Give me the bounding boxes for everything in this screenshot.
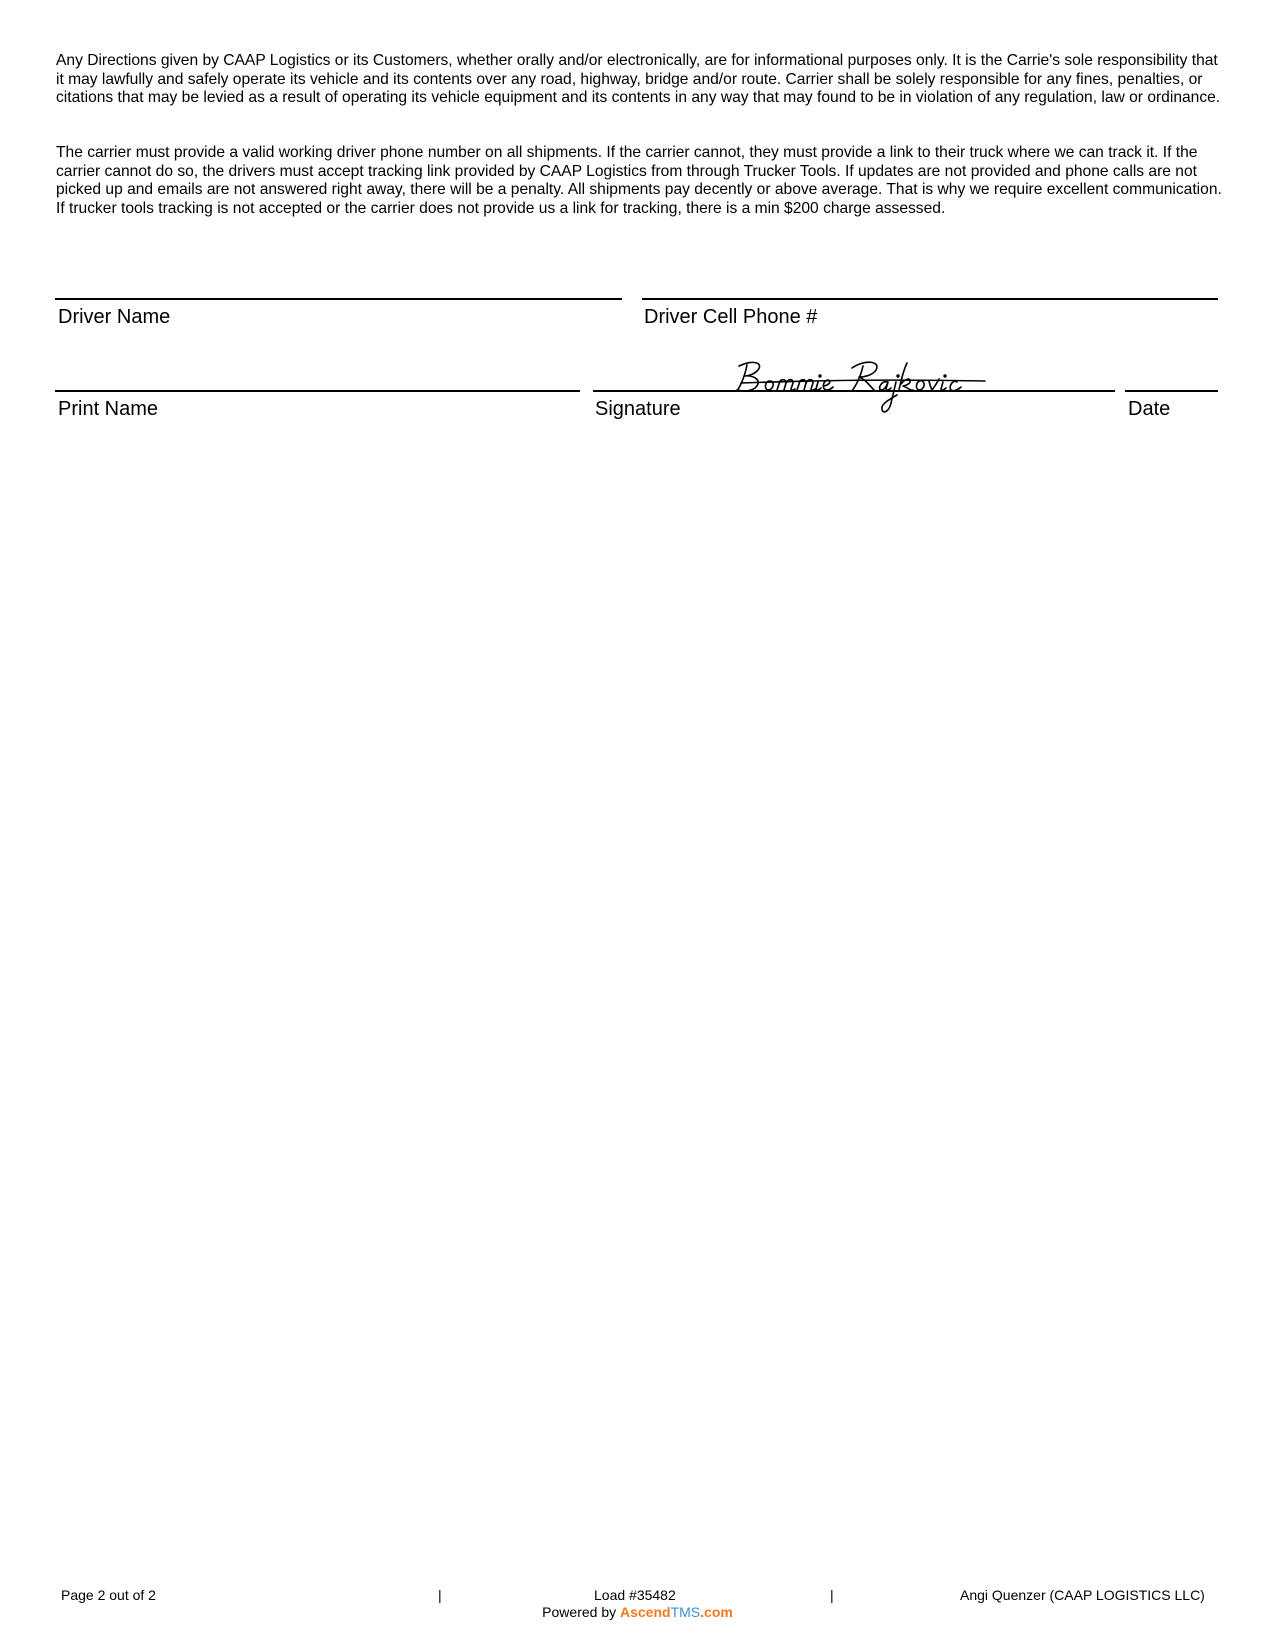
brand-link[interactable] <box>620 1604 733 1620</box>
signature-label: Signature <box>595 398 681 420</box>
footer-separator: | <box>438 1587 442 1603</box>
powered-by <box>0 1604 1275 1620</box>
brand-tms: TMS <box>670 1604 701 1620</box>
footer-separator: | <box>830 1587 834 1603</box>
date-line[interactable] <box>1125 390 1218 392</box>
brand-dot-com: .com <box>700 1604 733 1620</box>
driver-cell-line[interactable] <box>642 298 1218 300</box>
date-label: Date <box>1128 398 1171 420</box>
footer-page-number: Page 2 out of 2 <box>61 1587 156 1603</box>
print-name-label: Print Name <box>58 398 159 420</box>
footer-user: Angi Quenzer (CAAP LOGISTICS LLC) <box>960 1587 1205 1603</box>
print-name-line[interactable] <box>55 390 580 392</box>
driver-name-line[interactable] <box>55 298 622 300</box>
terms-paragraph-directions: Any Directions given by CAAP Logistics or its Customers, whether orally and/or electronically, are for informational purposes only. It is the Carrie's sole responsibility that it may lawfully and safely operate its vehicle and its contents over any road, highway, bridge and/or route. Carrier shall be solely responsible for any fines, penalties, or citations that may be levied as a result of operating its vehicle equipment and its contents in any way that may found to be in violation of any regulation, law or ordinance. <box>56 52 1221 107</box>
handwritten-signature <box>735 357 995 417</box>
brand-ascend: Ascend <box>620 1604 671 1620</box>
driver-cell-label: Driver Cell Phone # <box>644 306 818 328</box>
terms-paragraph-tracking: The carrier must provide a valid working driver phone number on all shipments. If the carrier cannot, they must provide a link to their truck where we can track it. If the carrier cannot do so, the drivers must accept tracking link provided by CAAP Logistics from through Trucker Tools. If updates are not provided and phone calls are not picked up and emails are not answered right away, there will be a penalty. All shipments pay decently or above average. That is why we require excellent communication. If trucker tools tracking is not accepted or the carrier does not provide us a link for tracking, there is a min $200 charge assessed. <box>56 144 1222 217</box>
footer-load-number: Load #35482 <box>594 1587 676 1603</box>
driver-name-label: Driver Name <box>58 306 171 328</box>
powered-by-prefix: Powered by <box>542 1604 617 1620</box>
